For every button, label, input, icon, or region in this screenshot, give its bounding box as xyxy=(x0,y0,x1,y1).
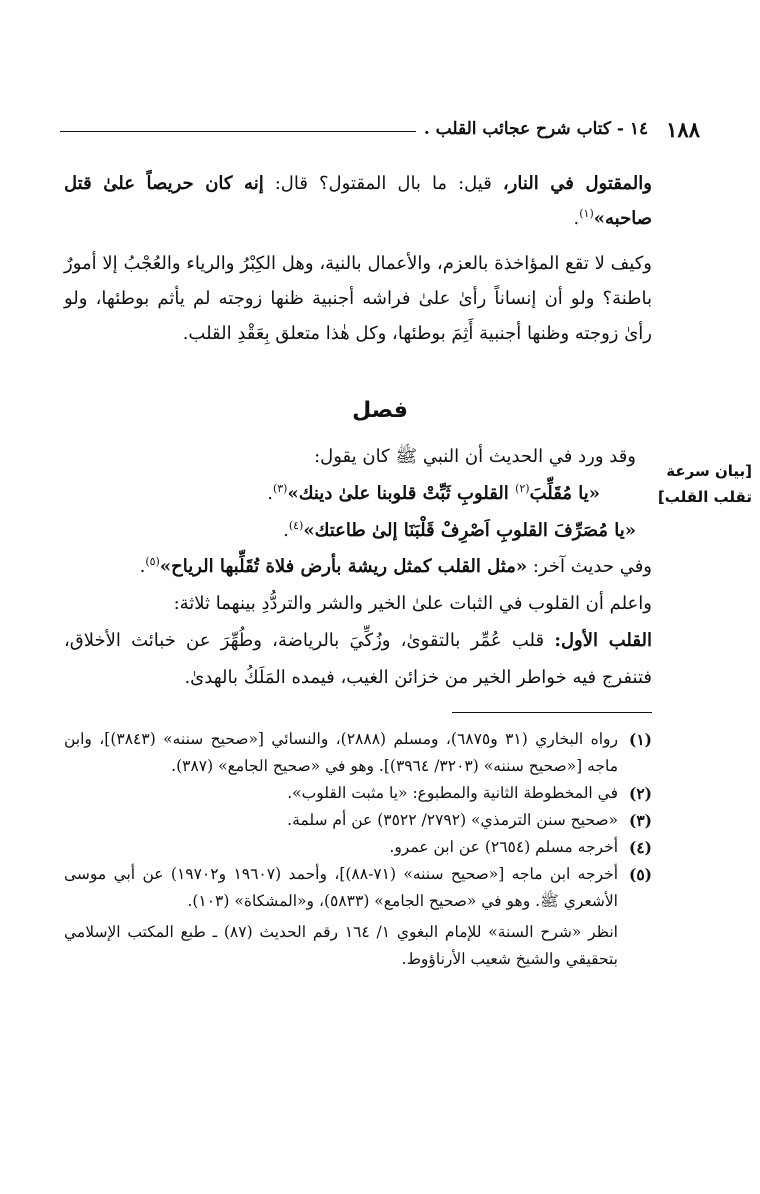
other-hadith xyxy=(64,548,652,585)
other-hadith-end: . xyxy=(139,556,146,577)
header-rule xyxy=(60,131,416,132)
running-title: ١٤ - كتاب شرح عجائب القلب . xyxy=(423,119,649,139)
footnote-number: (٥) xyxy=(628,865,652,884)
hadith-block xyxy=(64,438,652,549)
page-number: ١٨٨ xyxy=(666,116,700,142)
hadith-1-end: . xyxy=(267,483,273,504)
first-heart-text: قلب عُمِّر بالتقوىٰ، وزُكِّيَ بالرياضة، وطُهِّرَ عن خبائث الأخلاق، فتنفرج فيه خواطر الخير من خزائن الغيب، فيمده المَلَكُ بالهدىٰ. xyxy=(64,630,652,688)
other-hadith-bold: «مثل القلب كمثل ريشة بأرض فلاة تُقَلِّبها الرياح» xyxy=(159,556,528,577)
footnote-3 xyxy=(64,807,652,834)
footnote-separator xyxy=(452,712,652,713)
first-heart-paragraph xyxy=(64,622,652,696)
hadith-2-end: . xyxy=(283,520,289,541)
other-hadith-a: وفي حديث آخر: xyxy=(527,556,652,577)
section-title: فصل xyxy=(352,398,408,423)
footnote-text: «صحيح سنن الترمذي» (٢٧٩٢/ ٣٥٢٢) عن أم سلمة. xyxy=(287,811,618,829)
hadith-2 xyxy=(64,512,652,549)
p1-end: . xyxy=(573,208,580,229)
footnotes xyxy=(64,726,652,973)
margin-note-line-1: [بيان سرعة xyxy=(666,462,752,480)
footnote-number: (٤) xyxy=(628,838,652,857)
paragraph-1 xyxy=(64,166,652,236)
p1-text-1: قيل: ما بال المقتول؟ قال: xyxy=(263,173,503,194)
footnote-ref-5[interactable]: (٥) xyxy=(145,555,160,568)
footnote-ref-1[interactable]: (١) xyxy=(579,207,594,220)
page-header xyxy=(60,112,700,146)
footnote-text: أخرجه ابن ماجه [«صحيح سننه» (٧١-٨٨)]، وأحمد (١٩٦٠٧ و١٩٧٠٢) عن أبي موسى الأشعري ﷺ. وهو في «صحيح الجامع» (٥٨٣٣)، و«المشكاة» (١٠٣). xyxy=(64,865,619,910)
footnote-ref-3[interactable]: (٣) xyxy=(272,482,288,495)
footnote-ref-2[interactable]: (٢) xyxy=(515,482,530,495)
footnote-text: رواه البخاري (٣١ و٦٨٧٥)، ومسلم (٢٨٨٨)، والنسائي [«صحيح سننه» (٣٨٤٣)]، وابن ماجه [«صحيح سننه» (٣٢٠٣/ ٣٩٦٤)]. وهو في «صحيح الجامع» (٣٨٧). xyxy=(64,730,618,775)
paragraph-2: وكيف لا تقع المؤاخذة بالعزم، والأعمال بالنية، وهل الكِبْرُ والرياء والعُجْبُ إلا أمورٌ باطنة؟ ولو أن إنساناً رأىٰ علىٰ فراشه أجنبية ظنها زوجته لم يأثم بوطئها، ولو رأىٰ زوجته وظنها أجنبية أَثِمَ بوطئها، وكل هٰذا متعلق بِعَقْدِ القلب. xyxy=(64,253,652,344)
footnote-number: (٢) xyxy=(628,784,652,803)
p1-bold-1: والمقتول في النار، xyxy=(502,173,652,194)
footnote-number: (١) xyxy=(628,730,652,749)
margin-note xyxy=(656,458,752,510)
hadith-2-text: «يا مُصَرِّفَ القلوبِ اَصْرِفْ قَلْبَنَا إلىٰ طاعتك» xyxy=(303,520,636,541)
footnote-5 xyxy=(64,861,652,915)
lower-text xyxy=(64,548,652,696)
hadith-1-a: «يا مُقَلِّبَ xyxy=(529,483,600,504)
margin-note-line-2: تقلب القلب] xyxy=(657,488,752,506)
footnote-2 xyxy=(64,780,652,807)
first-heart-label: القلب الأول: xyxy=(554,630,652,651)
main-text xyxy=(64,166,652,361)
footnote-1 xyxy=(64,726,652,780)
footnote-extra: انظر «شرح السنة» للإمام البغوي ١/ ١٦٤ رقم الحديث (٨٧) ـ طبع المكتب الإسلامي بتحقيقي والشيخ شعيب الأرناؤوط. xyxy=(64,923,618,968)
hadith-1-b: القلوبِ ثَبِّتْ قلوبنا علىٰ دينك» xyxy=(287,483,516,504)
hadith-1 xyxy=(64,475,652,512)
hadith-intro: وقد ورد في الحديث أن النبي ﷺ كان يقول: xyxy=(314,446,636,467)
footnote-text: في المخطوطة الثانية والمطبوع: «يا مثبت القلوب». xyxy=(287,784,618,802)
know-paragraph: واعلم أن القلوب في الثبات علىٰ الخير والشر والتردُّدِ بينهما ثلاثة: xyxy=(173,593,652,614)
footnote-4 xyxy=(64,834,652,861)
footnote-text: أخرجه مسلم (٢٦٥٤) عن ابن عمرو. xyxy=(389,838,618,856)
footnote-ref-4[interactable]: (٤) xyxy=(288,519,304,532)
footnote-number: (٣) xyxy=(628,811,652,830)
p1-bold-2: إنه كان حريصاً علىٰ قتل صاحبه» xyxy=(64,173,652,229)
